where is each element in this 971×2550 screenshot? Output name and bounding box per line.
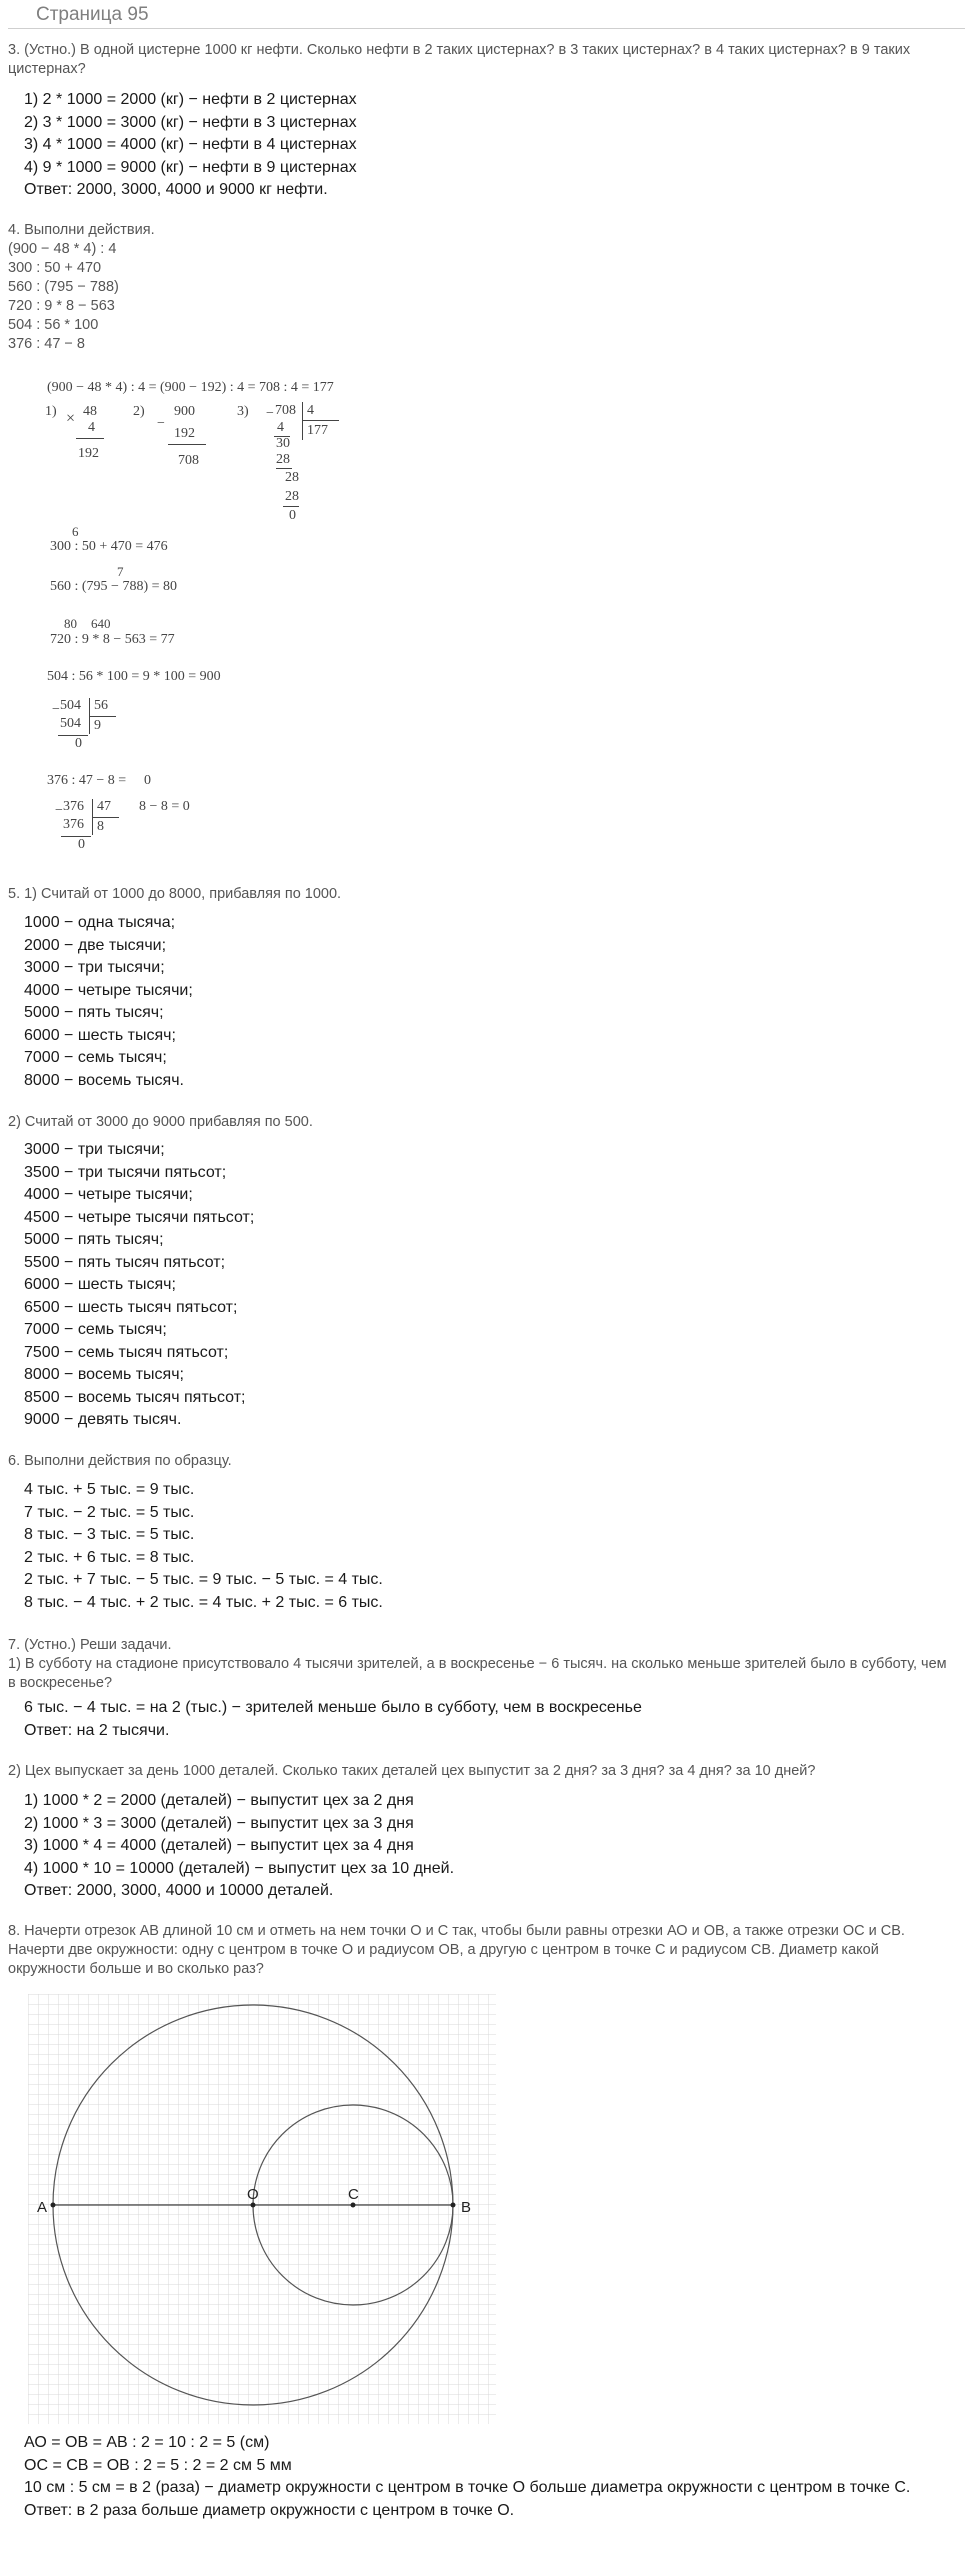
- answer-line: 10 см : 5 см = в 2 (раза) − диаметр окружности с центром в точке О больше диаметра окружности с центром в точке С.: [24, 2479, 911, 2496]
- point-c: [351, 2203, 356, 2208]
- divider-line: [168, 444, 206, 445]
- answer-line: 1) 1000 * 2 = 2000 (деталей) − выпустит цех за 2 дня: [24, 1792, 414, 1809]
- answer-line: Ответ: 2000, 3000, 4000 и 10000 деталей.: [24, 1882, 334, 1899]
- task7-question-2: 2) Цех выпускает за день 1000 деталей. Сколько таких деталей цех выпустит за 2 дня? за 3 дня? за 4 дня? за 10 дней?: [8, 1763, 816, 1779]
- list-item: 5000 − пять тысяч;: [24, 1231, 164, 1248]
- geometry-figure: [28, 1994, 496, 2424]
- answer-line: 4) 9 * 1000 = 9000 (кг) − нефти в 9 цистернах: [24, 158, 357, 176]
- task7-answers-2: [24, 1790, 454, 1903]
- expression: 300 : 50 + 470: [8, 260, 102, 276]
- grid-background: [28, 1994, 496, 2424]
- answer-line: 1) 2 * 1000 = 2000 (кг) − нефти в 2 цистернах: [24, 91, 357, 108]
- label-a: A: [37, 2199, 48, 2216]
- list-item: 3000 − три тысячи;: [24, 959, 165, 976]
- times-sign: ×: [66, 410, 76, 427]
- task6-answers: [24, 1479, 383, 1614]
- list-item: 9000 − девять тысяч.: [24, 1411, 182, 1428]
- point-o: [251, 2203, 256, 2208]
- list-item: 8500 − восемь тысяч пятьсот;: [24, 1388, 246, 1406]
- expression: 504 : 56 * 100: [8, 317, 99, 333]
- point-a: [51, 2203, 56, 2208]
- list-item: 5000 − пять тысяч;: [24, 1004, 164, 1021]
- answer-line: Ответ: в 2 раза больше диаметр окружности с центром в точке О.: [24, 2501, 515, 2519]
- task4-question: 4. Выполни действия. (900 − 48 * 4) : 4 300 : 50 + 470 560 : (795 − 788) 720 : 9 * 8 − 563 504 : 56 * 100 376 : 47 − 8: [8, 222, 155, 352]
- minus-sign: −: [157, 416, 165, 431]
- list-item: 7000 − семь тысяч;: [24, 1049, 167, 1066]
- label-b: B: [461, 2199, 472, 2216]
- answer-line: 4) 1000 * 10 = 10000 (деталей) − выпустит цех за 10 дней.: [24, 1859, 455, 1877]
- page-title: Страница 95: [36, 4, 149, 25]
- task6-question: 6. Выполни действия по образцу.: [8, 1453, 232, 1469]
- division-bar: [303, 420, 339, 421]
- list-item: 8000 − восемь тысяч;: [24, 1366, 184, 1383]
- answer-line: 4 тыс. + 5 тыс. = 9 тыс.: [24, 1481, 195, 1498]
- solution-line: (900 − 48 * 4) : 4 = (900 − 192) : 4 = 708 : 4 = 177: [47, 380, 334, 395]
- task3-answers: [24, 89, 357, 202]
- answer-line: 6 тыс. − 4 тыс. = на 2 (тыс.) − зрителей меньше было в субботу, чем в воскресенье: [24, 1699, 642, 1716]
- answer-line: 2 тыс. + 6 тыс. = 8 тыс.: [24, 1548, 195, 1566]
- page-header: [0, 0, 971, 30]
- task3-question: 3. (Устно.) В одной цистерне 1000 кг нефти. Сколько нефти в 2 таких цистернах? в 3 таких цистернах? в 4 таких цистернах? в 9 таких цистернах?: [8, 42, 911, 77]
- task5-list-1: [24, 912, 193, 1092]
- answer-line: 8 тыс. − 4 тыс. + 2 тыс. = 4 тыс. + 2 тыс. = 6 тыс.: [24, 1593, 383, 1611]
- minus-sign: −: [55, 803, 63, 818]
- answer-line: ОС = СВ = ОВ : 2 = 5 : 2 = 2 см 5 мм: [24, 2456, 292, 2474]
- answer-line: 2 тыс. + 7 тыс. − 5 тыс. = 9 тыс. − 5 тыс. = 4 тыс.: [24, 1571, 383, 1588]
- header-divider: [8, 28, 965, 29]
- task8-answers: [24, 2432, 964, 2522]
- list-item: 6000 − шесть тысяч;: [24, 1276, 176, 1293]
- list-item: 3000 − три тысячи;: [24, 1141, 165, 1158]
- division-bar: [93, 817, 119, 818]
- divider-line: [76, 438, 104, 439]
- label-c: C: [348, 2186, 359, 2203]
- task5-list-2: [24, 1139, 254, 1432]
- task7-answers-1: [24, 1697, 642, 1742]
- expression: (900 − 48 * 4) : 4: [8, 241, 117, 257]
- task5-question-1: 5. 1) Считай от 1000 до 8000, прибавляя по 1000.: [8, 886, 342, 902]
- list-item: 6000 − шесть тысяч;: [24, 1026, 176, 1044]
- list-item: 8000 − восемь тысяч.: [24, 1071, 184, 1089]
- expression: 560 : (795 − 788): [8, 279, 119, 295]
- answer-line: Ответ: на 2 тысячи.: [24, 1721, 170, 1739]
- list-item: 6500 − шесть тысяч пятьсот;: [24, 1298, 238, 1316]
- expression: 720 : 9 * 8 − 563: [8, 298, 115, 314]
- point-b: [451, 2203, 456, 2208]
- answer-line: Ответ: 2000, 3000, 4000 и 9000 кг нефти.: [24, 181, 328, 198]
- label-o: O: [247, 2186, 259, 2203]
- list-item: 7000 − семь тысяч;: [24, 1321, 167, 1338]
- answer-line: 2) 3 * 1000 = 3000 (кг) − нефти в 3 цистернах: [24, 113, 357, 131]
- list-item: 1000 − одна тысяча;: [24, 914, 176, 931]
- answer-line: 8 тыс. − 3 тыс. = 5 тыс.: [24, 1526, 195, 1543]
- answer-line: 2) 1000 * 3 = 3000 (деталей) − выпустит цех за 3 дня: [24, 1814, 414, 1832]
- answer-line: 7 тыс. − 2 тыс. = 5 тыс.: [24, 1503, 195, 1521]
- minus-sign: −: [266, 406, 274, 421]
- list-item: 7500 − семь тысяч пятьсот;: [24, 1343, 229, 1361]
- answer-line: 3) 4 * 1000 = 4000 (кг) − нефти в 4 цистернах: [24, 136, 357, 153]
- task5-question-2: 2) Считай от 3000 до 9000 прибавляя по 500.: [8, 1114, 313, 1130]
- list-item: 4000 − четыре тысячи;: [24, 1186, 193, 1203]
- list-item: 4000 − четыре тысячи;: [24, 981, 193, 999]
- task8-question: 8. Начерти отрезок АВ длиной 10 см и отметь на нем точки О и С так, чтобы были равны отрезки АО и ОВ, а также отрезки ОС и СВ. Начерти две окружности: одну с центром в точке О и радиусом ОВ, а другую с центром в точке С и радиусом СВ. Диаметр какой окружности больше и во сколько раз?: [8, 1923, 905, 1977]
- list-item: 3500 − три тысячи пятьсот;: [24, 1163, 227, 1181]
- task7-question: 7. (Устно.) Реши задачи. 1) В субботу на стадионе присутствовало 4 тысячи зрителей, а в воскресенье − 6 тысяч. на сколько меньше зрителей было в субботу, чем в воскресенье?: [8, 1637, 947, 1691]
- list-item: 5500 − пять тысяч пятьсот;: [24, 1253, 226, 1271]
- division-bar: [90, 716, 116, 717]
- answer-line: АО = ОВ = АВ : 2 = 10 : 2 = 5 (см): [24, 2434, 270, 2451]
- list-item: 2000 − две тысячи;: [24, 936, 167, 954]
- list-item: 4500 − четыре тысячи пятьсот;: [24, 1208, 255, 1226]
- expression: 376 : 47 − 8: [8, 336, 85, 352]
- minus-sign: −: [52, 702, 60, 717]
- division-bar: [302, 402, 303, 440]
- answer-line: 3) 1000 * 4 = 4000 (деталей) − выпустит цех за 4 дня: [24, 1837, 414, 1854]
